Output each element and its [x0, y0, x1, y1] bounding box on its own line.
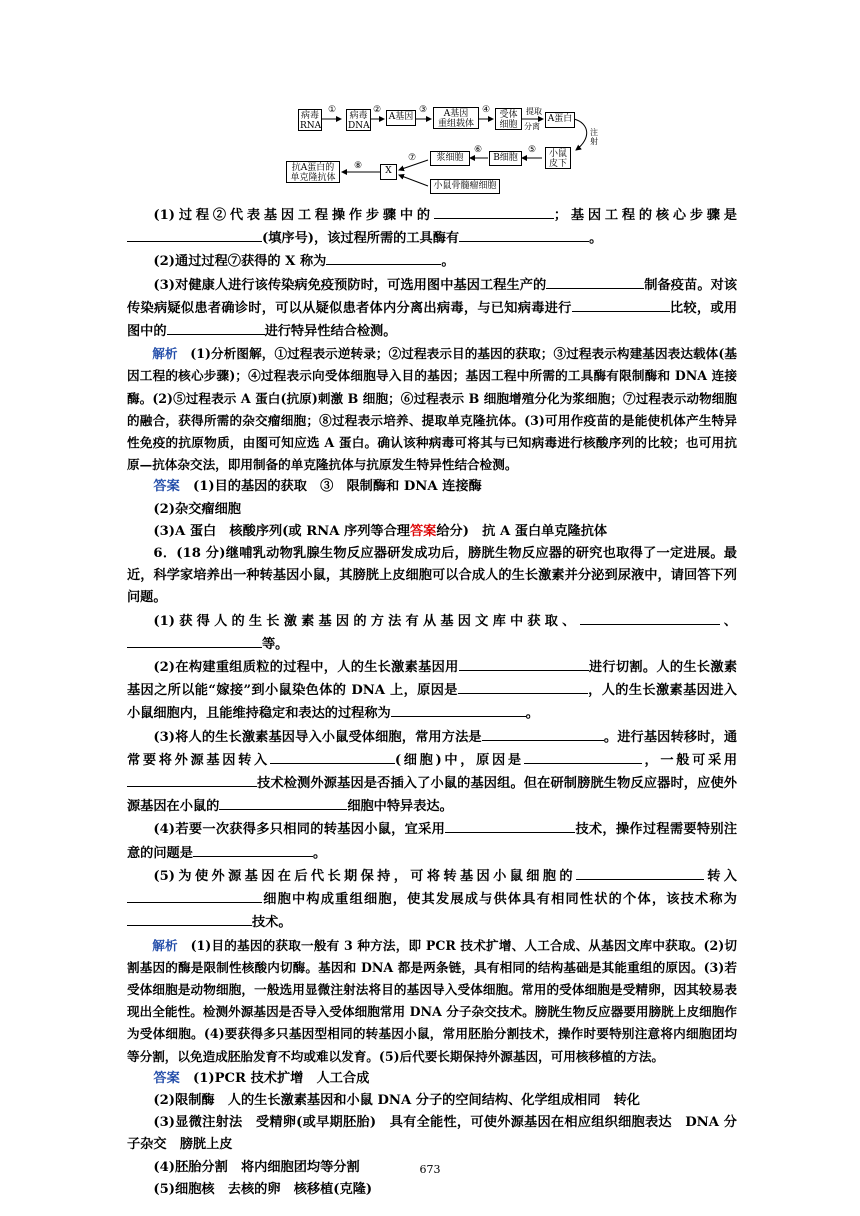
answer-blank [127, 227, 262, 242]
q6-p5a: (5)为使外源基因在后代长期保持，可将转基因小鼠细胞的 [153, 868, 576, 884]
answer-blank [576, 865, 704, 880]
answer-label: 答案 [153, 1070, 180, 1086]
q6-part2 [127, 656, 737, 726]
q6-p5d: 技术。 [252, 915, 292, 931]
analysis-label: 解析 [152, 346, 178, 362]
q5-ans2: (2)杂交瘤细胞 [153, 501, 241, 517]
q5-answer-3 [127, 521, 737, 543]
q5-ans1: (1)目的基因的获取 ③ 限制酶和 DNA 连接酶 [192, 479, 482, 495]
answer-blank [127, 888, 262, 903]
q6-part3 [127, 726, 737, 819]
answer-blank [580, 610, 720, 625]
recipient-cell-box: 受体 细胞 [495, 108, 522, 130]
step-8-label: ⑧ [354, 161, 363, 171]
q6-ans1: (1)PCR 技术扩增 人工合成 [192, 1070, 370, 1086]
x-box: X [380, 164, 397, 180]
q6-stem-text: 6．(18 分)继哺乳动物乳腺生物反应器研发成功后，膀胱生物反应器的研究也取得了一定进展。最近，科学家培养出一种转基因小鼠，其膀胱上皮细胞可以合成人的生长激素并分泌到尿液中，请回答下列问题。 [127, 546, 737, 606]
step-1-label: ① [328, 105, 337, 115]
q6-p3f: 细胞中特异表达。 [347, 799, 453, 815]
answer-blank [270, 749, 395, 764]
q5-p3a: (3)对健康人进行该传染病免疫预防时，可选用图中基因工程生产的 [153, 277, 547, 293]
q5-ans3b: 给分) 抗 A 蛋白单克隆抗体 [436, 523, 608, 539]
q6-p4b: 技术，操作过程需要特别注意的问题是 [127, 822, 738, 861]
q5-p1c: (填序号)，该过程所需的工具酶有 [262, 231, 460, 247]
answer-blank [546, 274, 644, 289]
q5-p1d: 。 [589, 231, 603, 247]
answer-blank [445, 818, 575, 833]
q5-ans3a: (3)A 蛋白 核酸序列(或 RNA 序列等合理 [153, 523, 410, 539]
q6-stem [127, 543, 737, 610]
q6-ans4: (4)胚胎分割 将内细胞团均等分割 [153, 1159, 360, 1175]
step-5-label: ⑤ [528, 145, 537, 155]
q6-p2b: 进行切割。人的生长激素基因之所以能“嫁接”到小鼠染色体的 DNA 上，原因是 [127, 660, 738, 699]
answer-blank [326, 250, 441, 265]
q6-p3a: (3)将人的生长激素基因导入小鼠受体细胞，常用方法是 [153, 729, 482, 745]
q6-p2d: 。 [525, 706, 539, 722]
q6-analysis-text: (1)目的基因的获取一般有 3 种方法，即 PCR 技术扩增、人工合成、从基因文库中获取。(2)切割基因的酶是限制性核酸内切酶。基因和 DNA 都是两条链，具有相同的结构基础是其能重组的原因。(3)若受体细胞是动物细胞，一般选用显微注射法将目的基因导入受体细胞。常用的受体细胞是受精卵，因其较易表现出全能性。检测外源基因是否导入受体细胞常用 DNA 分子杂交技术。膀胱生物反应器要用膀胱上皮细胞作为受体细胞。(4)要获得多只基因型相同的转基因小鼠，常用胚胎分割技术，操作时要特别注意将内细胞团均等分割，以免造成胚胎发育不均或难以发育。(5)后代要长期保持外源基因，可用核移植的方法。 [127, 937, 738, 1064]
q5-analysis [127, 343, 737, 476]
q5-p2b: 。 [441, 254, 455, 270]
q6-p3d: ，一般可采用 [641, 752, 738, 768]
myeloma-cell-box: 小鼠骨髓瘤细胞 [430, 179, 500, 194]
step-2-label: ② [373, 105, 382, 115]
answer-blank [127, 772, 257, 787]
q5-p2a: (2)通过过程⑦获得的 X 称为 [153, 254, 327, 270]
answer-blank [127, 633, 262, 648]
q6-p3e: 技术检测外源基因是否插入了小鼠的基因组。但在研制膀胱生物反应器时，应使外源基因在小鼠的 [127, 776, 737, 815]
flow-diagram [284, 98, 604, 202]
q6-ans2: (2)限制酶 人的生长激素基因和小鼠 DNA 分子的空间结构、化学组成相同 转化 [153, 1092, 640, 1108]
q5-part2 [127, 250, 737, 273]
q6-ans3: (3)显微注射法 受精卵(或早期胚胎) 具有全能性，可使外源基因在相应组织细胞表达 DNA 分子杂交 膀胱上皮 [127, 1115, 737, 1153]
q6-part1 [127, 610, 737, 656]
answer-blank [459, 227, 589, 242]
q6-p4a: (4)若要一次获得多只相同的转基因小鼠，宜采用 [153, 822, 446, 838]
step-3-label: ③ [419, 105, 428, 115]
gene-a-box: A基因 [386, 110, 416, 126]
q5-p1b: ；基因工程的核心步骤是 [553, 208, 737, 223]
q6-p5b: 转入 [703, 868, 737, 884]
inject-label: 注 射 [590, 128, 598, 146]
q5-part1 [127, 204, 737, 250]
q6-p5c: 细胞中构成重组细胞，使其发展成与供体具有相同性状的个体，该技术称为 [262, 892, 737, 908]
virus-dna-box: 病毒 DNA [348, 111, 370, 131]
answer-blank [127, 911, 252, 926]
answer-blank [219, 795, 347, 810]
step-7-label: ⑦ [408, 153, 417, 163]
answer-label: 答案 [153, 479, 180, 495]
step-4-label: ④ [482, 105, 491, 115]
plasma-cell-box: 浆细胞 [430, 151, 470, 166]
separate-label: 分离 [524, 122, 540, 131]
q5-answer-2 [127, 499, 737, 521]
answer-blank [167, 320, 265, 335]
q6-part4 [127, 818, 737, 864]
q5-p3d: 进行特异性结合检测。 [264, 324, 397, 340]
virus-rna-box: 病毒 RNA [300, 111, 322, 131]
step-6-label: ⑥ [474, 145, 483, 155]
q6-p3b: 。进行基因转移时，通常要将外源基因转入 [127, 729, 738, 768]
answer-blank [572, 297, 670, 312]
answer-blank [482, 726, 604, 741]
page-number: 673 [419, 1163, 441, 1176]
q6-p2a: (2)在构建重组质粒的过程中，人的生长激素基因用 [153, 660, 459, 676]
q5-part3 [127, 274, 737, 344]
q6-p4c: 。 [312, 845, 327, 861]
q6-analysis [127, 935, 737, 1068]
q6-answer-1 [127, 1068, 737, 1090]
q5-p1a: (1)过程②代表基因工程操作步骤中的 [153, 208, 434, 223]
answer-blank [391, 702, 526, 717]
q6-answer-5 [127, 1179, 737, 1201]
q6-p2c: ，人的生长激素基因进入小鼠细胞内，且能维持稳定和表达的过程称为 [127, 683, 737, 722]
extract-label: 提取 [526, 107, 542, 116]
q5-ans3-highlight: 答案 [409, 523, 437, 539]
q6-p1a: (1)获得人的生长激素基因的方法有从基因文库中获取、 [153, 613, 580, 629]
q6-answer-2 [127, 1090, 737, 1112]
q6-p3c: (细胞)中，原因是 [394, 752, 524, 768]
q6-p1c: 等。 [262, 636, 289, 652]
q6-p1b: 、 [719, 613, 737, 629]
main-text [127, 204, 737, 1201]
q5-analysis-text: (1)分析图解，①过程表示逆转录；②过程表示目的基因的获取；③过程表示构建基因表达载体(基因工程的核心步骤)；④过程表示向受体细胞导入目的基因；基因工程中所需的工具酶有限制酶和 DNA 连接酶。(2)⑤过程表示 A 蛋白(抗原)刺激 B 细胞；⑥过程表示 B 细胞增殖分化为浆细胞；⑦过程表示动物细胞的融合，获得所需的杂交瘤细胞；⑧过程表示培养、提取单克隆抗体。(3)可用作疫苗的是能使机体产生特异性免疫的抗原物质，由图可知应选 A 蛋白。确认该种病毒可将其与已知病毒进行核酸序列的比较；也可用抗原—抗体杂交法，即用制备的单克隆抗体与抗原发生特异性结合检测。 [127, 346, 738, 473]
mouse-box: 小鼠 皮下 [545, 147, 571, 169]
q5-p3c: 比较，或用图中的 [127, 300, 738, 340]
antibody-box: 抗A蛋白的 单克隆抗体 [286, 161, 340, 183]
q5-answer-1 [127, 476, 737, 498]
answer-blank [459, 656, 589, 671]
answer-blank [524, 749, 642, 764]
answer-blank [434, 204, 554, 219]
recombinant-vector-box: A基因 重组载体 [433, 107, 479, 129]
q6-ans5: (5)细胞核 去核的卵 核移植(克隆) [153, 1181, 373, 1197]
answer-blank [458, 679, 588, 694]
analysis-label: 解析 [152, 937, 178, 953]
b-cell-box: B细胞 [489, 151, 522, 166]
answer-blank [193, 842, 313, 857]
q6-part5 [127, 865, 737, 935]
q5-p3b: 制备疫苗。对该传染病疑似患者确诊时，可以从疑似患者体内分离出病毒，与已知病毒进行 [127, 277, 738, 316]
q6-answer-3 [127, 1112, 737, 1156]
protein-a-box: A蛋白 [545, 112, 575, 128]
